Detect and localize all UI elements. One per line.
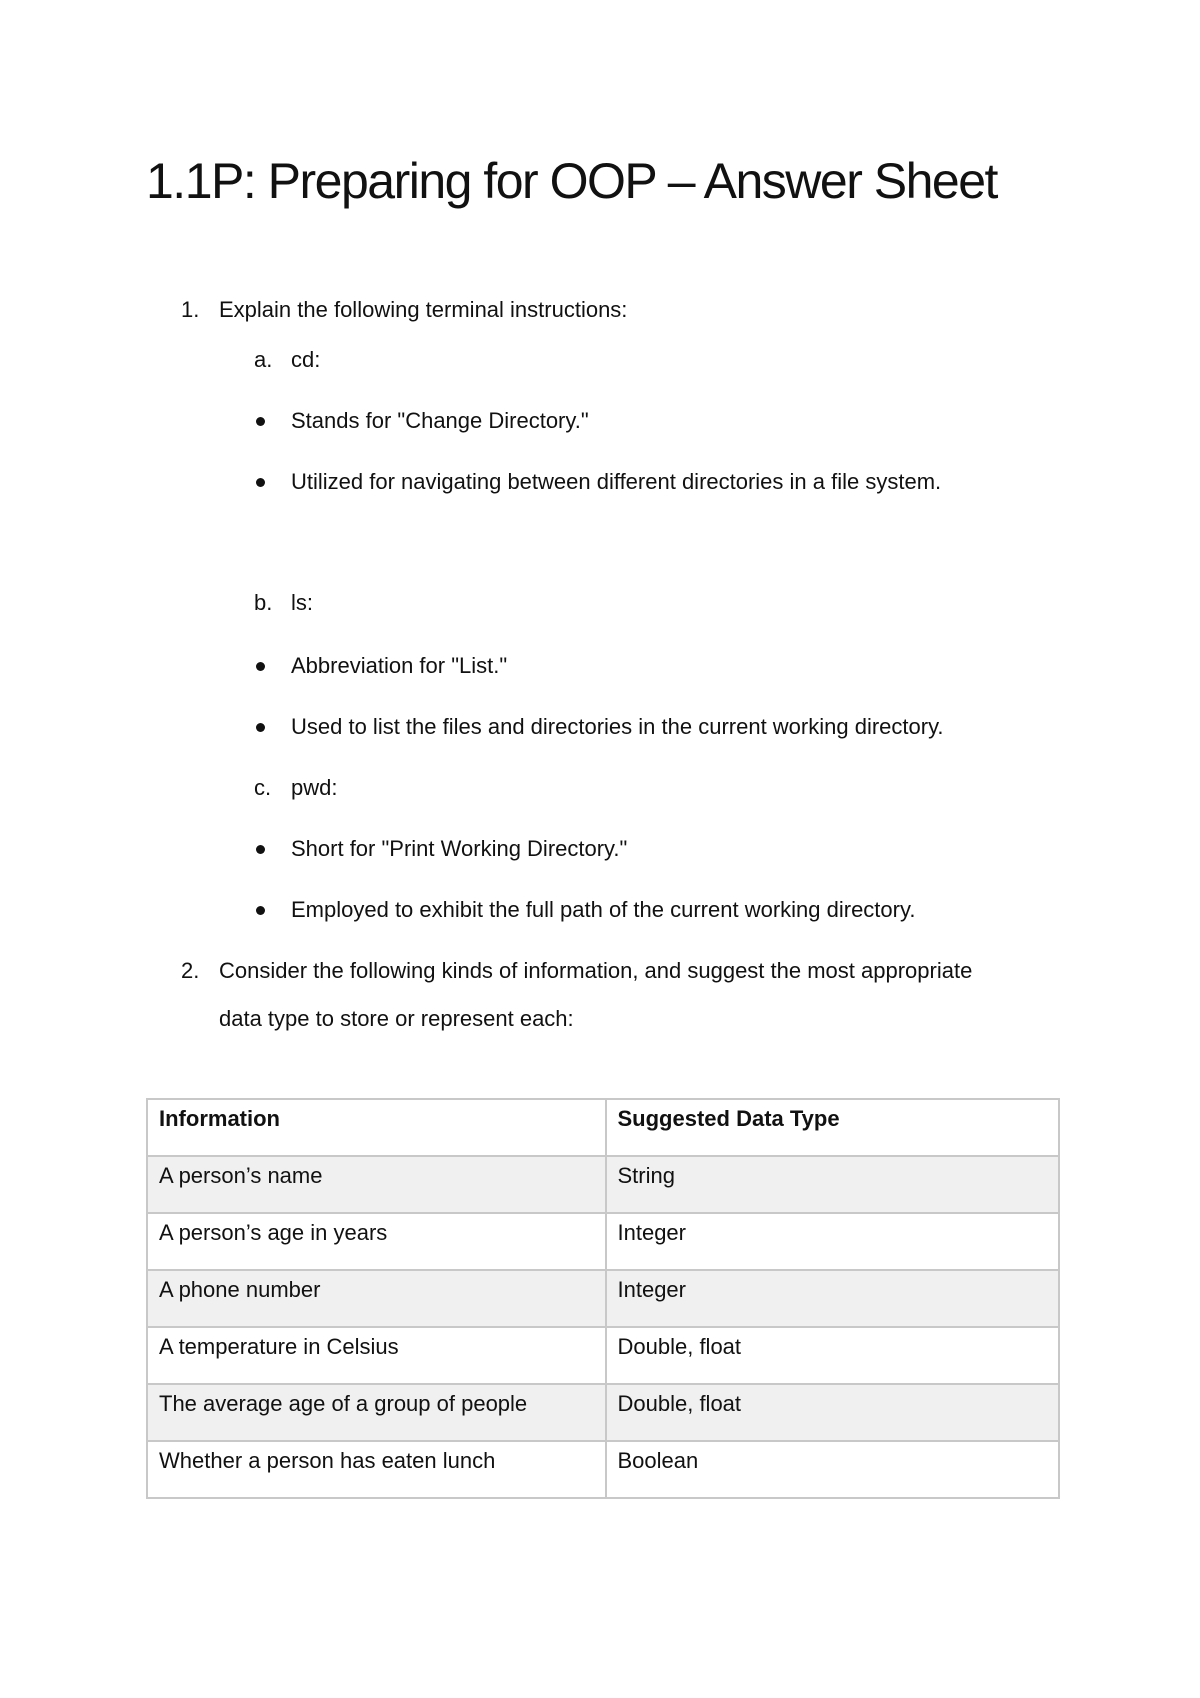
bullet-icon	[256, 417, 265, 426]
data-type-cell: String	[606, 1156, 1060, 1213]
data-type-cell: Boolean	[606, 1441, 1060, 1498]
part-a-bullet-2: Utilized for navigating between different directories in a file system.	[291, 469, 942, 494]
information-cell: A person’s age in years	[147, 1213, 606, 1270]
part-c-label: pwd:	[291, 775, 338, 800]
table-row	[147, 1441, 1059, 1498]
part-c-bullet-2: Employed to exhibit the full path of the current working directory.	[291, 897, 916, 922]
question-2-line-2: data type to store or represent each:	[219, 1006, 574, 1031]
table-row	[147, 1156, 1059, 1213]
part-b-letter: b.	[254, 590, 273, 615]
header-suggested-data-type: Suggested Data Type	[606, 1099, 1060, 1156]
part-c-letter: c.	[254, 775, 272, 800]
bullet-icon	[256, 845, 265, 854]
part-b-bullet-2: Used to list the files and directories in the current working directory.	[291, 714, 944, 739]
data-type-cell: Double, float	[606, 1384, 1060, 1441]
table-row	[147, 1213, 1059, 1270]
part-b-bullet-1: Abbreviation for "List."	[291, 653, 508, 678]
information-cell: A phone number	[147, 1270, 606, 1327]
part-a-label: cd:	[291, 347, 321, 372]
data-type-cell: Double, float	[606, 1327, 1060, 1384]
bullet-icon	[256, 662, 265, 671]
bullet-icon	[256, 723, 265, 732]
table-header-row	[147, 1099, 1059, 1156]
question-2-line-1: Consider the following kinds of information, and suggest the most appropriate	[219, 958, 973, 983]
table-row	[147, 1270, 1059, 1327]
information-cell: A temperature in Celsius	[147, 1327, 606, 1384]
information-cell: A person’s name	[147, 1156, 606, 1213]
data-type-cell: Integer	[606, 1213, 1060, 1270]
information-cell: Whether a person has eaten lunch	[147, 1441, 606, 1498]
part-b-label: ls:	[291, 590, 313, 615]
page-title: 1.1P: Preparing for OOP – Answer Sheet	[146, 153, 997, 209]
information-cell: The average age of a group of people	[147, 1384, 606, 1441]
part-c-bullet-1: Short for "Print Working Directory."	[291, 836, 628, 861]
part-a-bullet-1: Stands for "Change Directory."	[291, 408, 589, 433]
table-row	[147, 1327, 1059, 1384]
bullet-icon	[256, 906, 265, 915]
question-1-text: Explain the following terminal instructions:	[219, 297, 628, 322]
table-row	[147, 1384, 1059, 1441]
question-1-number: 1.	[181, 297, 200, 322]
part-a-letter: a.	[254, 347, 273, 372]
question-2-number: 2.	[181, 958, 200, 983]
bullet-icon	[256, 478, 265, 487]
header-information: Information	[147, 1099, 606, 1156]
data-type-cell: Integer	[606, 1270, 1060, 1327]
data-type-table	[146, 1098, 1060, 1499]
